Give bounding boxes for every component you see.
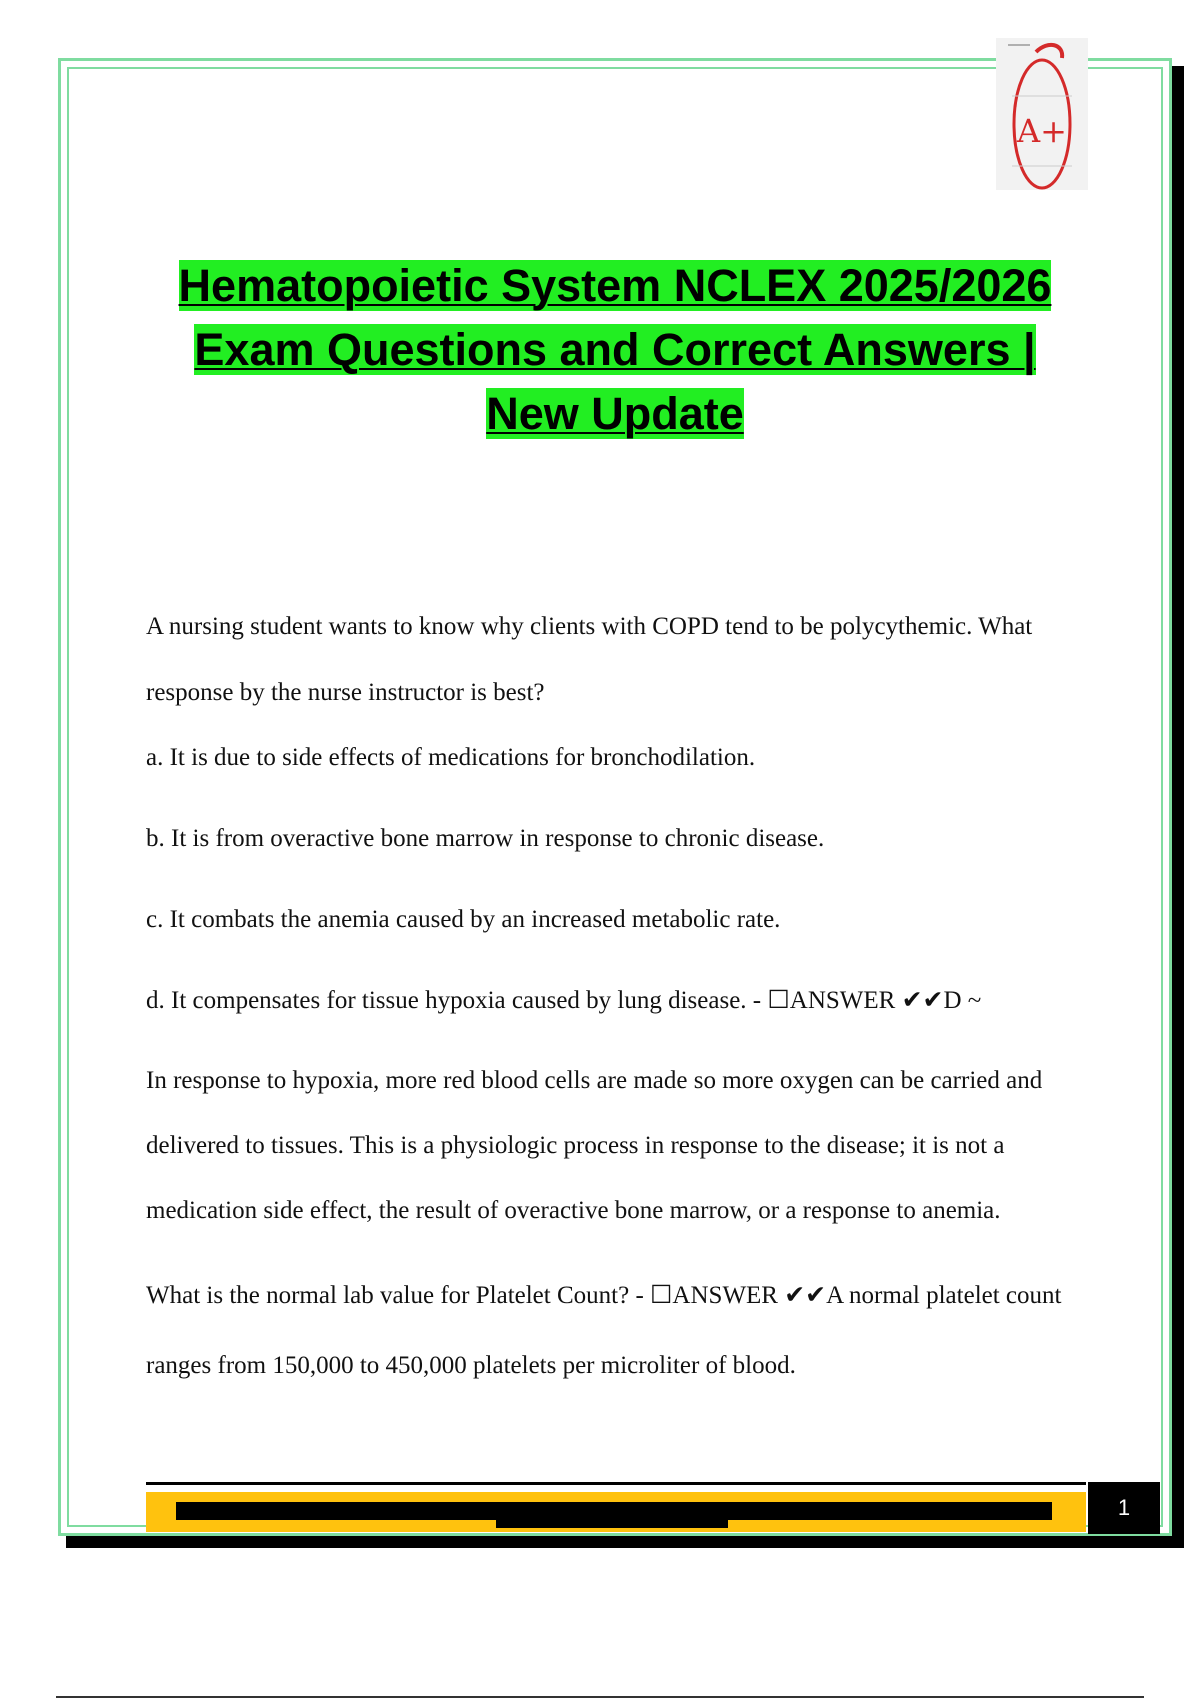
- bottom-rule: [56, 1696, 1144, 1698]
- question-1-option-b: b. It is from overactive bone marrow in response to chronic disease.: [146, 825, 825, 852]
- title-line-3: New Update: [486, 388, 744, 439]
- document-body: [146, 594, 1096, 1401]
- footer-rule: [146, 1482, 1086, 1485]
- question-1-option-d-answer: d. It compensates for tissue hypoxia caused by lung disease. - ☐ANSWER ✔✔D ~: [146, 987, 982, 1014]
- footer-bar-tab: [496, 1520, 728, 1528]
- grade-stamp-text: A+: [1017, 112, 1067, 150]
- title-line-2: Exam Questions and Correct Answers |: [194, 324, 1036, 375]
- footer-bar: [146, 1492, 1086, 1532]
- grade-stamp-graphic: [996, 38, 1088, 190]
- question-1-explanation: In response to hypoxia, more red blood cells are made so more oxygen can be carried and delivered to tissues. This is a physiologic process in response to the disease; it is not a medication side effect, the result of overactive bone marrow, or a response to anemia.: [146, 1067, 1043, 1224]
- grade-stamp: [996, 38, 1088, 190]
- document-title: [120, 254, 1110, 446]
- question-1-option-c: c. It combats the anemia caused by an increased metabolic rate.: [146, 906, 781, 933]
- title-line-1: Hematopoietic System NCLEX 2025/2026: [178, 260, 1052, 311]
- page-number: 1: [1088, 1482, 1160, 1534]
- footer-bar-inner: [176, 1502, 1052, 1520]
- question-2: What is the normal lab value for Platelet Count? - ☐ANSWER ✔✔A normal platelet count ranges from 150,000 to 450,000 platelets per microliter of blood.: [146, 1282, 1062, 1379]
- question-1-option-a: a. It is due to side effects of medications for bronchodilation.: [146, 744, 756, 771]
- question-1-stem: A nursing student wants to know why clients with COPD tend to be polycythemic. What response by the nurse instructor is best?: [146, 613, 1033, 706]
